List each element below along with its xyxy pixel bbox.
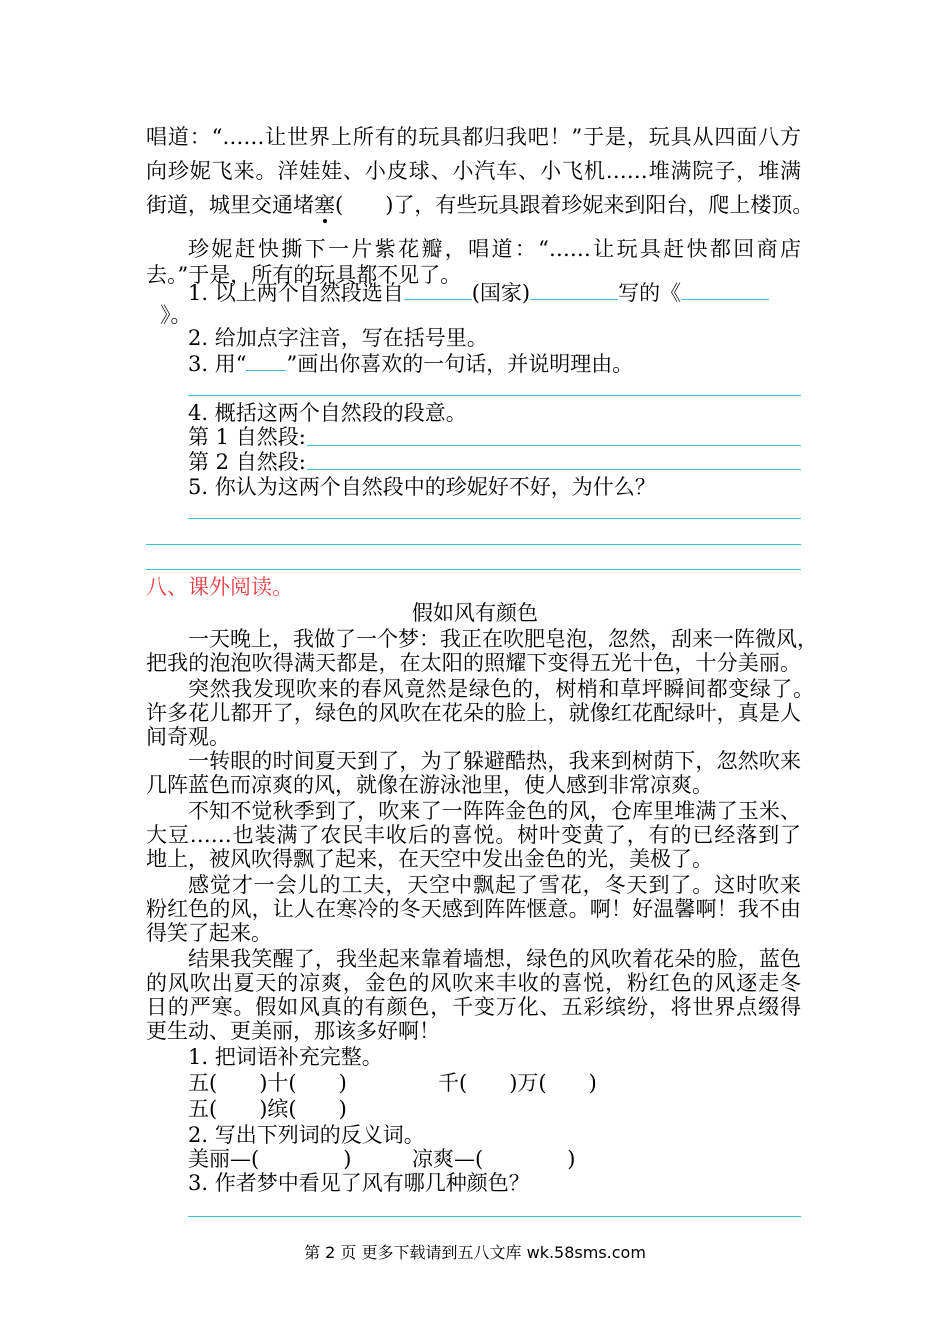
answer-line[interactable] — [146, 544, 801, 545]
answer-blank[interactable] — [681, 281, 769, 300]
answer-blank[interactable] — [530, 281, 618, 300]
question-2: 2. 给加点字注音，写在括号里。 — [188, 326, 488, 350]
article-line: 的风吹出夏天的凉爽，金色的风吹来丰收的喜悦，粉红色的风逐走冬 — [146, 971, 801, 995]
article-line: 感觉才一会儿的工夫，天空中飘起了雪花，冬天到了。这时吹来 — [188, 873, 801, 897]
answer-line[interactable] — [146, 569, 801, 570]
antonym-1[interactable]: 美丽—( ) — [188, 1147, 352, 1171]
answer-blank[interactable] — [404, 281, 472, 300]
article-line: 许多花儿都开了，绿色的风吹在花朵的脸上，就像红花配绿叶，真是人 — [146, 701, 801, 725]
answer-line[interactable] — [188, 395, 801, 396]
article-line: 结果我笑醒了，我坐起来靠着墙想，绿色的风吹着花朵的脸，蓝色 — [188, 947, 801, 971]
passage-line: 向珍妮飞来。洋娃娃、小皮球、小汽车、小飞机……堆满院子，堆满 — [146, 159, 801, 183]
question-5: 5. 你认为这两个自然段中的珍妮好不好，为什么？ — [188, 475, 656, 499]
article-line: 大豆……也装满了农民丰收后的喜悦。树叶变黄了，有的已经落到了 — [146, 823, 801, 847]
question-1: 1. 以上两个自然段选自 (国家) 写的《 — [188, 280, 769, 306]
paragraph-2-label: 第 2 自然段: — [188, 450, 306, 474]
article-line: 突然我发现吹来的春风竟然是绿色的，树梢和草坪瞬间都变绿了。 — [188, 677, 814, 701]
question-1-end: 》。 — [160, 303, 192, 327]
passage-line: 街道，城里交通堵塞( )了，有些玩具跟着珍妮来到阳台，爬上楼顶。 — [146, 193, 814, 217]
passage-line: 去。”于是，所有的玩具都不见了。 — [146, 263, 462, 287]
paragraph-1-label: 第 1 自然段: — [188, 425, 306, 449]
dotted-character: 塞 — [314, 193, 335, 217]
word-fill-3[interactable]: 五( )缤( ) — [188, 1097, 347, 1121]
article-line: 间奇观。 — [146, 725, 230, 749]
answer-line[interactable] — [188, 518, 801, 519]
answer-line[interactable] — [188, 1216, 801, 1217]
word-fill-2[interactable]: 千( )万( ) — [438, 1071, 597, 1095]
question-3: 3. 用“ ”画出你喜欢的一句话，并说明理由。 — [188, 352, 634, 376]
article-line: 更生动、更美丽，那该多好啊！ — [146, 1019, 440, 1043]
page-footer: 第 2 页 更多下载请到五八文库 wk.58sms.com — [304, 1243, 646, 1262]
reading-question-1: 1. 把词语补充完整。 — [188, 1045, 383, 1069]
article-line: 地上，被风吹得飘了起来，在天空中发出金色的光，美极了。 — [146, 847, 713, 871]
reading-question-2: 2. 写出下列词的反义词。 — [188, 1123, 425, 1147]
article-line: 不知不觉秋季到了，吹来了一阵阵金色的风，仓库里堆满了玉米、 — [188, 799, 801, 823]
question-4: 4. 概括这两个自然段的段意。 — [188, 401, 467, 425]
article-line: 得笑了起来。 — [146, 921, 272, 945]
article-line: 把我的泡泡吹得满天都是，在太阳的照耀下变得五光十色，十分美丽。 — [146, 651, 801, 675]
antonym-2[interactable]: 凉爽—( ) — [412, 1147, 576, 1171]
article-line: 日的严寒。假如风真的有颜色，千变万化、五彩缤纷，将世界点缀得 — [146, 995, 801, 1019]
article-line: 一天晚上，我做了一个梦：我正在吹肥皂泡，忽然，刮来一阵微风， — [188, 627, 818, 651]
answer-line[interactable] — [307, 445, 801, 446]
article-line: 几阵蓝色而凉爽的风，就像在游泳池里，使人感到非常凉爽。 — [146, 773, 713, 797]
article-line: 一转眼的时间夏天到了，为了躲避酷热，我来到树荫下，忽然吹来 — [188, 749, 801, 773]
answer-line[interactable] — [307, 469, 801, 470]
passage-line: 唱道：“……让世界上所有的玩具都归我吧！”于是，玩具从四面八方 — [146, 125, 801, 149]
word-fill-1[interactable]: 五( )十( ) — [188, 1071, 347, 1095]
section-heading: 八、课外阅读。 — [146, 575, 293, 599]
article-title: 假如风有颜色 — [412, 601, 538, 625]
passage-line: 珍妮赶快撕下一片紫花瓣，唱道：“……让玩具赶快都回商店 — [188, 237, 801, 261]
article-line: 粉红色的风，让人在寒冷的冬天感到阵阵惬意。啊！好温馨啊！我不由 — [146, 897, 801, 921]
underline-sample — [246, 352, 286, 371]
reading-question-3: 3. 作者梦中看见了风有哪几种颜色？ — [188, 1171, 530, 1195]
